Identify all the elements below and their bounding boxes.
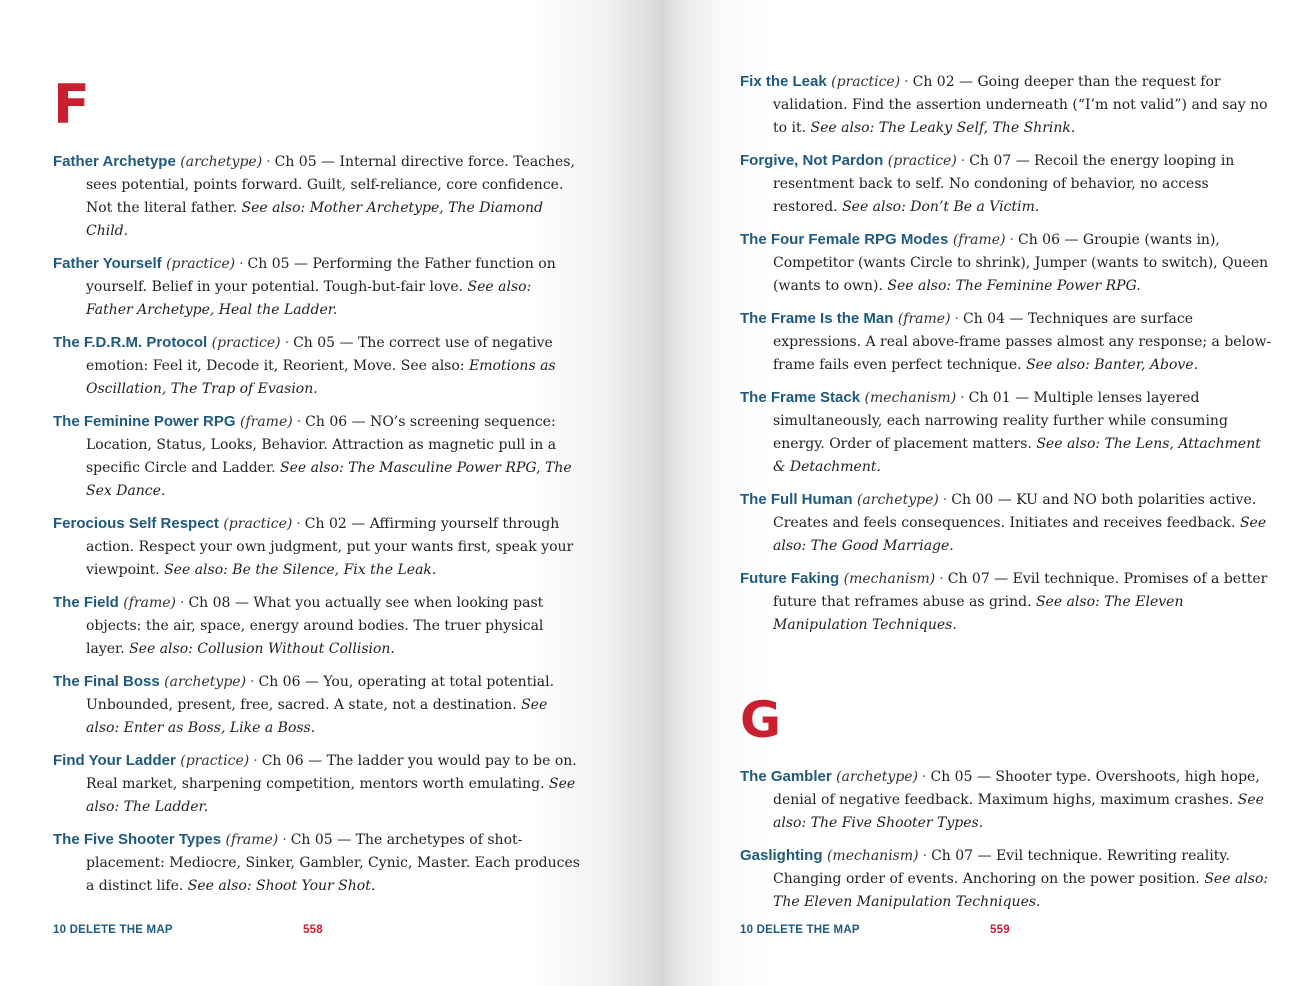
entry-term: The Frame Stack <box>740 389 861 406</box>
entry-text: Ch 07 — Recoil the energy looping in resentment back to self. No condoning of behavior, no access restored. <box>773 153 1235 215</box>
entry-type: (mechanism) <box>843 571 936 587</box>
entry-term: Gaslighting <box>740 847 823 864</box>
entry-text: Ch 06 — Groupie (wants in), Competitor (wants Circle to shrink), Jumper (wants to switch), Queen (wants to own). <box>773 232 1269 294</box>
entry-see-also: See also: Father Archetype, Heal the Ladder. <box>86 279 532 318</box>
running-title: 10 DELETE THE MAP <box>53 924 173 936</box>
index-entry <box>740 386 1273 479</box>
entry-separator: · <box>954 311 959 327</box>
page-footer-left <box>53 924 353 936</box>
index-entry <box>53 150 580 243</box>
entry-term: The Field <box>53 594 119 611</box>
entry-see-also: See also: Collusion Without Collision. <box>129 641 395 657</box>
entry-type: (practice) <box>831 74 901 90</box>
entry-type: (practice) <box>223 516 293 532</box>
entry-text: Ch 05 — The archetypes of shot-placement: Mediocre, Sinker, Gambler, Cynic, Master. Each produces a distinct life. <box>86 832 580 894</box>
entry-term: The Five Shooter Types <box>53 831 222 848</box>
entry-separator: · <box>282 832 287 848</box>
index-entry <box>53 670 580 740</box>
index-entry <box>53 252 580 322</box>
entry-see-also: See also: Banter, Above. <box>1026 357 1199 373</box>
entry-separator: · <box>922 848 928 864</box>
entry-text: Ch 05 — Shooter type. Overshoots, high hope, denial of negative feedback. Maximum highs, maximum crashes. <box>773 769 1260 808</box>
entry-list-left <box>53 150 580 898</box>
index-entry <box>740 149 1273 219</box>
entry-separator: · <box>250 674 255 690</box>
section-letter-g: G <box>740 691 782 749</box>
entry-type: (frame) <box>123 595 177 611</box>
index-entry <box>740 307 1273 377</box>
entry-type: (archetype) <box>164 674 247 690</box>
entry-text: Ch 05 — The correct use of negative emotion: Feel it, Decode it, Reorient, Move. See also: <box>86 335 553 374</box>
entry-text: Ch 05 — Performing the Father function on yourself. Belief in your potential. Tough-but-fair love. <box>86 256 556 295</box>
entry-separator: · <box>904 74 909 90</box>
entry-see-also: See also: Enter as Boss, Like a Boss. <box>86 697 548 736</box>
entry-separator: · <box>296 414 302 430</box>
index-entry <box>740 765 1273 835</box>
entry-text: Ch 07 — Evil technique. Rewriting reality. Changing order of events. Anchoring on the power position. <box>773 848 1230 887</box>
index-entry <box>740 70 1273 140</box>
entry-see-also: See also: Don’t Be a Victim. <box>842 199 1040 215</box>
entry-term: The Final Boss <box>53 673 160 690</box>
entry-list-right-g <box>740 765 1273 914</box>
entry-separator: · <box>942 492 948 508</box>
entry-type: (archetype) <box>836 769 919 785</box>
entry-term: Future Faking <box>740 570 840 587</box>
index-entry <box>53 749 580 819</box>
entry-see-also: See also: The Ladder. <box>86 776 576 815</box>
page-footer-right <box>740 924 1040 936</box>
index-entry <box>740 488 1273 558</box>
entry-type: (practice) <box>166 256 236 272</box>
entry-see-also: See also: The Five Shooter Types. <box>773 792 1264 831</box>
entry-type: (practice) <box>180 753 250 769</box>
entry-text: Ch 06 — You, operating at total potential. Unbounded, present, free, sacred. A state, not a destination. <box>86 674 555 713</box>
entry-term: Father Yourself <box>53 255 162 272</box>
entry-term: The Four Female RPG Modes <box>740 231 949 248</box>
entry-term: Ferocious Self Respect <box>53 515 219 532</box>
entry-term: Fix the Leak <box>740 73 827 90</box>
index-entry <box>53 331 580 401</box>
entry-see-also: See also: The Lens, Attachment & Detachment. <box>773 436 1261 475</box>
index-entry <box>740 228 1273 298</box>
entry-see-also: See also: The Eleven Manipulation Techniques. <box>773 871 1269 910</box>
entry-text: Ch 06 — The ladder you would pay to be on. Real market, sharpening competition, mentors worth emulating. <box>86 753 577 792</box>
entry-text: Ch 05 — Internal directive force. Teaches, sees potential, points forward. Guilt, self-reliance, core confidence. Not the literal father. <box>86 154 575 216</box>
entry-text: Ch 02 — Affirming yourself through action. Respect your own judgment, put your wants first, speak your viewpoint. <box>86 516 574 578</box>
entry-separator: · <box>239 256 244 272</box>
entry-term: The Gambler <box>740 768 832 785</box>
index-entry <box>53 410 580 503</box>
entry-separator: · <box>266 154 271 170</box>
page-number: 558 <box>303 924 323 936</box>
entry-text: Ch 02 — Going deeper than the request for validation. Find the assertion underneath (“I’m not valid”) and say no to it. <box>773 74 1268 136</box>
entry-type: (mechanism) <box>864 390 957 406</box>
entry-term: The Full Human <box>740 491 853 508</box>
entry-see-also: See also: The Good Marriage. <box>773 515 1267 554</box>
entry-text: Ch 08 — What you actually see when looking past objects: the air, space, energy around bodies. The truer physical layer. <box>86 595 544 657</box>
entry-term: The Frame Is the Man <box>740 310 894 327</box>
index-entry <box>740 567 1273 637</box>
entry-separator: · <box>296 516 301 532</box>
entry-see-also: See also: The Feminine Power RPG. <box>887 278 1141 294</box>
entry-see-also: See also: Shoot Your Shot. <box>187 878 376 894</box>
entry-term: The F.D.R.M. Protocol <box>53 334 208 351</box>
index-entry <box>740 844 1273 914</box>
page-number: 559 <box>990 924 1010 936</box>
entry-separator: · <box>284 335 290 351</box>
entry-see-also: See also: The Eleven Manipulation Techniques. <box>773 594 1184 633</box>
entry-separator: · <box>960 153 966 169</box>
entry-text: Ch 04 — Techniques are surface expressions. A real above-frame passes almost any response; a below-frame fails even perfect technique. <box>773 311 1272 373</box>
entry-see-also: See also: Be the Silence, Fix the Leak. <box>164 562 437 578</box>
entry-see-also: See also: Mother Archetype, The Diamond Child. <box>86 200 543 239</box>
entry-term: Find Your Ladder <box>53 752 176 769</box>
entry-see-also: Emotions as Oscillation, The Trap of Evasion. <box>86 358 556 397</box>
entry-see-also: See also: The Leaky Self, The Shrink. <box>810 120 1076 136</box>
entry-type: (frame) <box>225 832 279 848</box>
entry-text: Ch 06 — NO’s screening sequence: Location, Status, Looks, Behavior. Attraction as magnetic pull in a specific Circle and Ladder. <box>86 414 557 476</box>
entry-separator: · <box>939 571 944 587</box>
index-entry <box>53 591 580 661</box>
entry-term: The Feminine Power RPG <box>53 413 236 430</box>
entry-separator: · <box>253 753 258 769</box>
entry-type: (frame) <box>897 311 951 327</box>
entry-list-right-f <box>740 70 1273 637</box>
right-page <box>660 0 1313 986</box>
entry-text: Ch 01 — Multiple lenses layered simultaneously, each narrowing reality further while consuming energy. Order of placement matters. <box>773 390 1228 452</box>
entry-type: (practice) <box>211 335 281 351</box>
entry-term: Forgive, Not Pardon <box>740 152 884 169</box>
index-entry <box>53 828 580 898</box>
entry-separator: · <box>922 769 927 785</box>
entry-type: (frame) <box>240 414 293 430</box>
entry-type: (mechanism) <box>826 848 919 864</box>
entry-separator: · <box>960 390 965 406</box>
section-letter-f: F <box>53 73 90 136</box>
entry-separator: · <box>180 595 185 611</box>
running-title: 10 DELETE THE MAP <box>740 924 860 936</box>
entry-see-also: See also: The Masculine Power RPG, The Sex Dance. <box>86 460 572 499</box>
entry-type: (practice) <box>887 153 957 169</box>
entry-separator: · <box>1009 232 1014 248</box>
entry-type: (archetype) <box>180 154 263 170</box>
entry-text: Ch 00 — KU and NO both polarities active. Creates and feels consequences. Initiates and receives feedback. <box>773 492 1257 531</box>
entry-type: (archetype) <box>856 492 939 508</box>
entry-type: (frame) <box>952 232 1006 248</box>
entry-text: Ch 07 — Evil technique. Promises of a better future that reframes abuse as grind. <box>773 571 1268 610</box>
index-entry <box>53 512 580 582</box>
entry-term: Father Archetype <box>53 153 176 170</box>
